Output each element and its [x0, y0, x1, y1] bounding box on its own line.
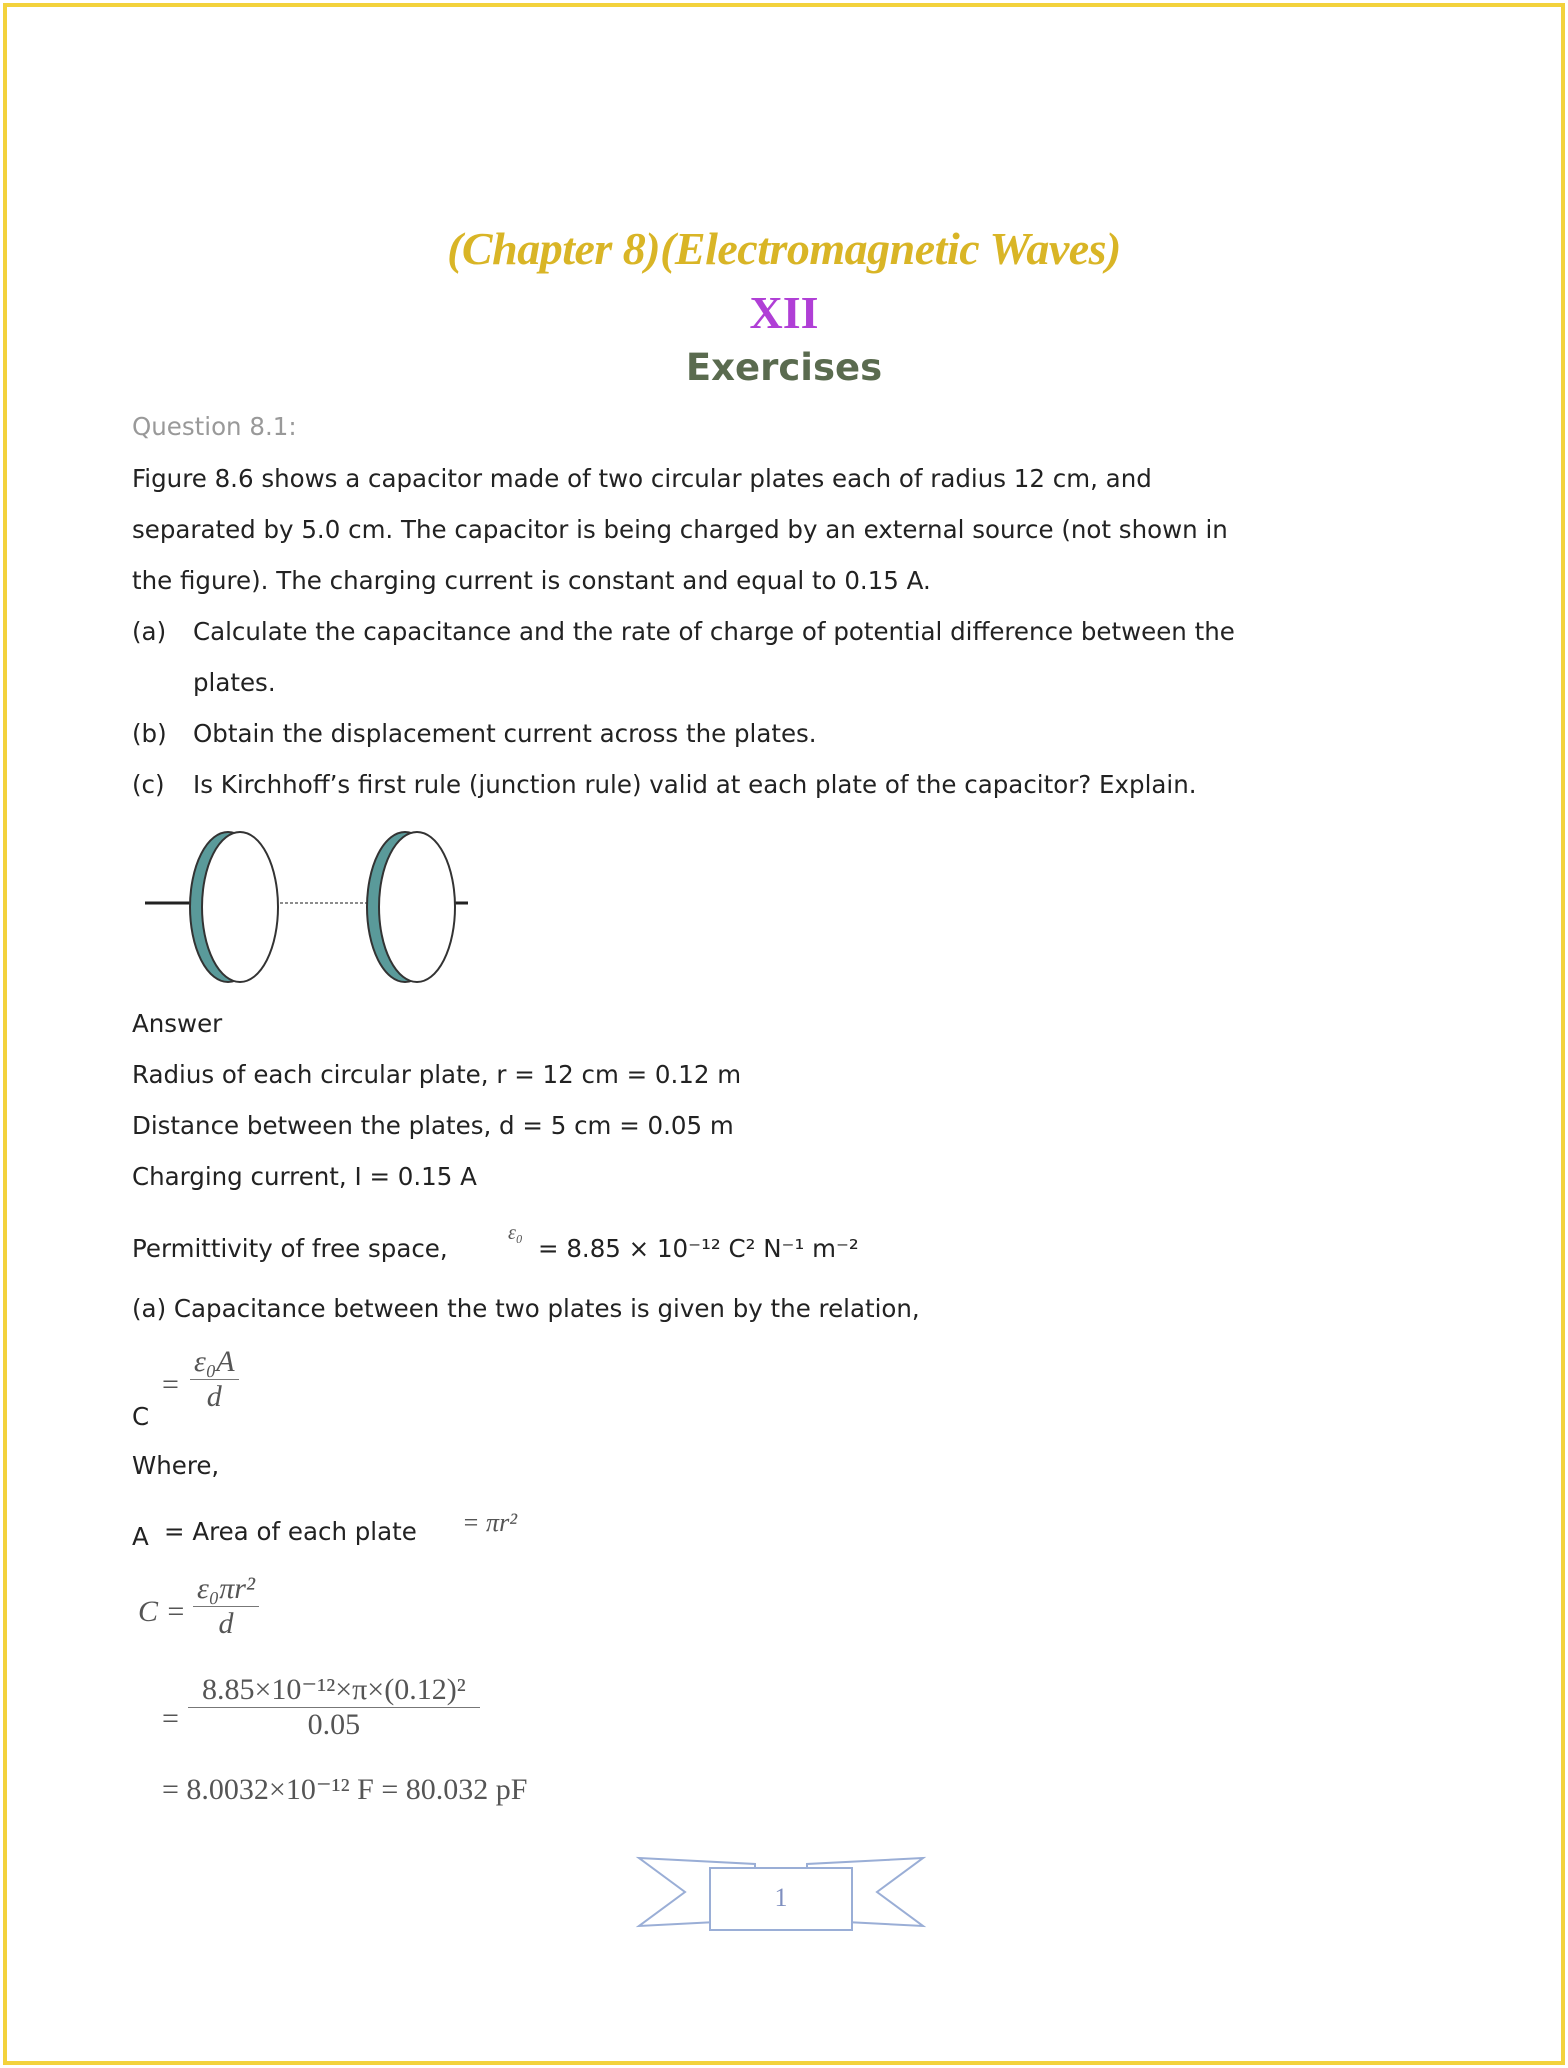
question-label: Question 8.1:	[132, 412, 297, 441]
chapter-title: (Chapter 8)(Electromagnetic Waves)	[447, 223, 1121, 274]
question-line: separated by 5.0 cm. The capacitor is being charged by an external source (not shown in	[132, 515, 1228, 544]
capacitance-result: = 8.0032×10⁻¹² F = 80.032 pF	[162, 1773, 528, 1806]
equals: =	[162, 1702, 179, 1735]
numerator: ε₀A	[190, 1345, 239, 1380]
part-b-tag: (b)	[132, 719, 167, 748]
question-line: Figure 8.6 shows a capacitor made of two circular plates each of radius 12 cm, and	[132, 464, 1152, 493]
part-a-tag: (a)	[132, 617, 167, 646]
permittivity-value: = 8.85 × 10⁻¹² C² N⁻¹ m⁻²	[538, 1234, 859, 1263]
answer-line: Charging current, I = 0.15 A	[132, 1162, 477, 1191]
answer-label: Answer	[132, 1009, 223, 1038]
numerator: ε₀πr²	[193, 1572, 259, 1607]
page-number: 1	[774, 1883, 788, 1912]
denominator: d	[206, 1380, 222, 1413]
numeric-fraction	[188, 1672, 480, 1742]
class-label: XII	[749, 287, 819, 338]
question-line: the figure). The charging current is constant and equal to 0.15 A.	[132, 566, 931, 595]
epsilon-symbol: ε₀	[508, 1222, 523, 1244]
section-title: Exercises	[685, 346, 883, 389]
c-label: C	[132, 1402, 150, 1431]
part-a-text: plates.	[193, 668, 276, 697]
answer-line: Distance between the plates, d = 5 cm = 0.05 m	[132, 1111, 734, 1140]
denominator: 0.05	[307, 1708, 361, 1741]
part-c-text: Is Kirchhoff’s first rule (junction rule) valid at each plate of the capacitor? Explain.	[193, 770, 1197, 799]
capacitance-fraction	[190, 1345, 239, 1414]
denominator: d	[218, 1607, 234, 1640]
equals: =	[162, 1368, 179, 1401]
numerator: 8.85×10⁻¹²×π×(0.12)²	[188, 1672, 480, 1708]
a-label: A	[132, 1522, 149, 1551]
part-b-text: Obtain the displacement current across the plates.	[193, 719, 817, 748]
capacitance-area-fraction	[193, 1572, 259, 1641]
part-c-tag: (c)	[132, 770, 165, 799]
c-equals: C =	[138, 1595, 186, 1628]
part-a-text: Calculate the capacitance and the rate of charge of potential difference between the	[193, 617, 1235, 646]
permittivity-text: Permittivity of free space,	[132, 1234, 448, 1263]
part-a-answer: (a) Capacitance between the two plates is given by the relation,	[132, 1294, 920, 1323]
where-label: Where,	[132, 1451, 220, 1480]
area-formula: = πr²	[462, 1508, 517, 1537]
area-text: = Area of each plate	[164, 1517, 417, 1546]
capacitor-figure	[140, 825, 480, 995]
answer-line: Radius of each circular plate, r = 12 cm = 0.12 m	[132, 1060, 742, 1089]
